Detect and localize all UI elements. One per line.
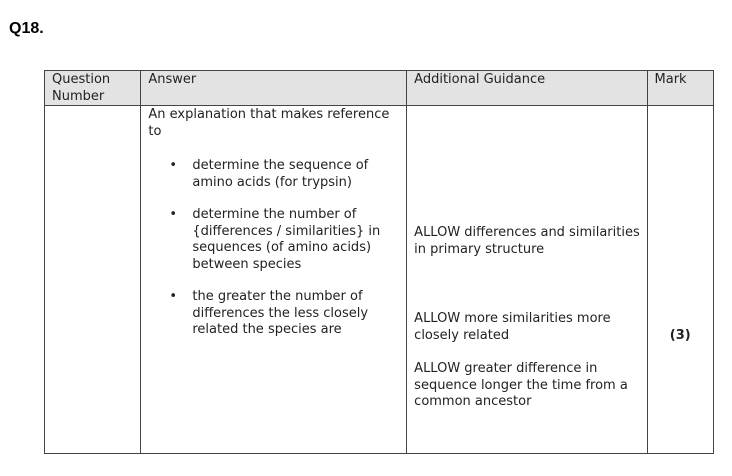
header-row (45, 71, 714, 106)
question-number-title: Q18. (9, 20, 44, 37)
answer-cell (141, 106, 407, 454)
guidance-note: ALLOW greater difference in sequence longer the time from a common ancestor (414, 361, 628, 409)
answer-point: • determine the sequence of amino acids (for trypsin) (192, 158, 399, 191)
header-answer: Answer (141, 71, 407, 106)
guidance-cell (407, 106, 647, 454)
answer-point: • determine the number of {differences / similarities} in sequences (of amino acids) between species (192, 207, 399, 273)
mark-value: (3) (669, 328, 691, 343)
guidance-note: ALLOW more similarities more closely related (414, 311, 611, 343)
answer-intro: An explanation that makes reference to (148, 107, 390, 139)
table-row (45, 106, 714, 454)
mark-scheme-table (44, 70, 714, 454)
question-number-cell (45, 106, 141, 454)
header-additional-guidance: Additional Guidance (407, 71, 647, 106)
answer-points-list (148, 158, 399, 339)
answer-point: • the greater the number of differences the less closely related the species are (192, 289, 399, 339)
header-mark: Mark (647, 71, 713, 106)
mark-cell (647, 106, 713, 454)
header-question-number: Question Number (45, 71, 141, 106)
guidance-note: ALLOW differences and similarities in primary structure (414, 225, 640, 257)
